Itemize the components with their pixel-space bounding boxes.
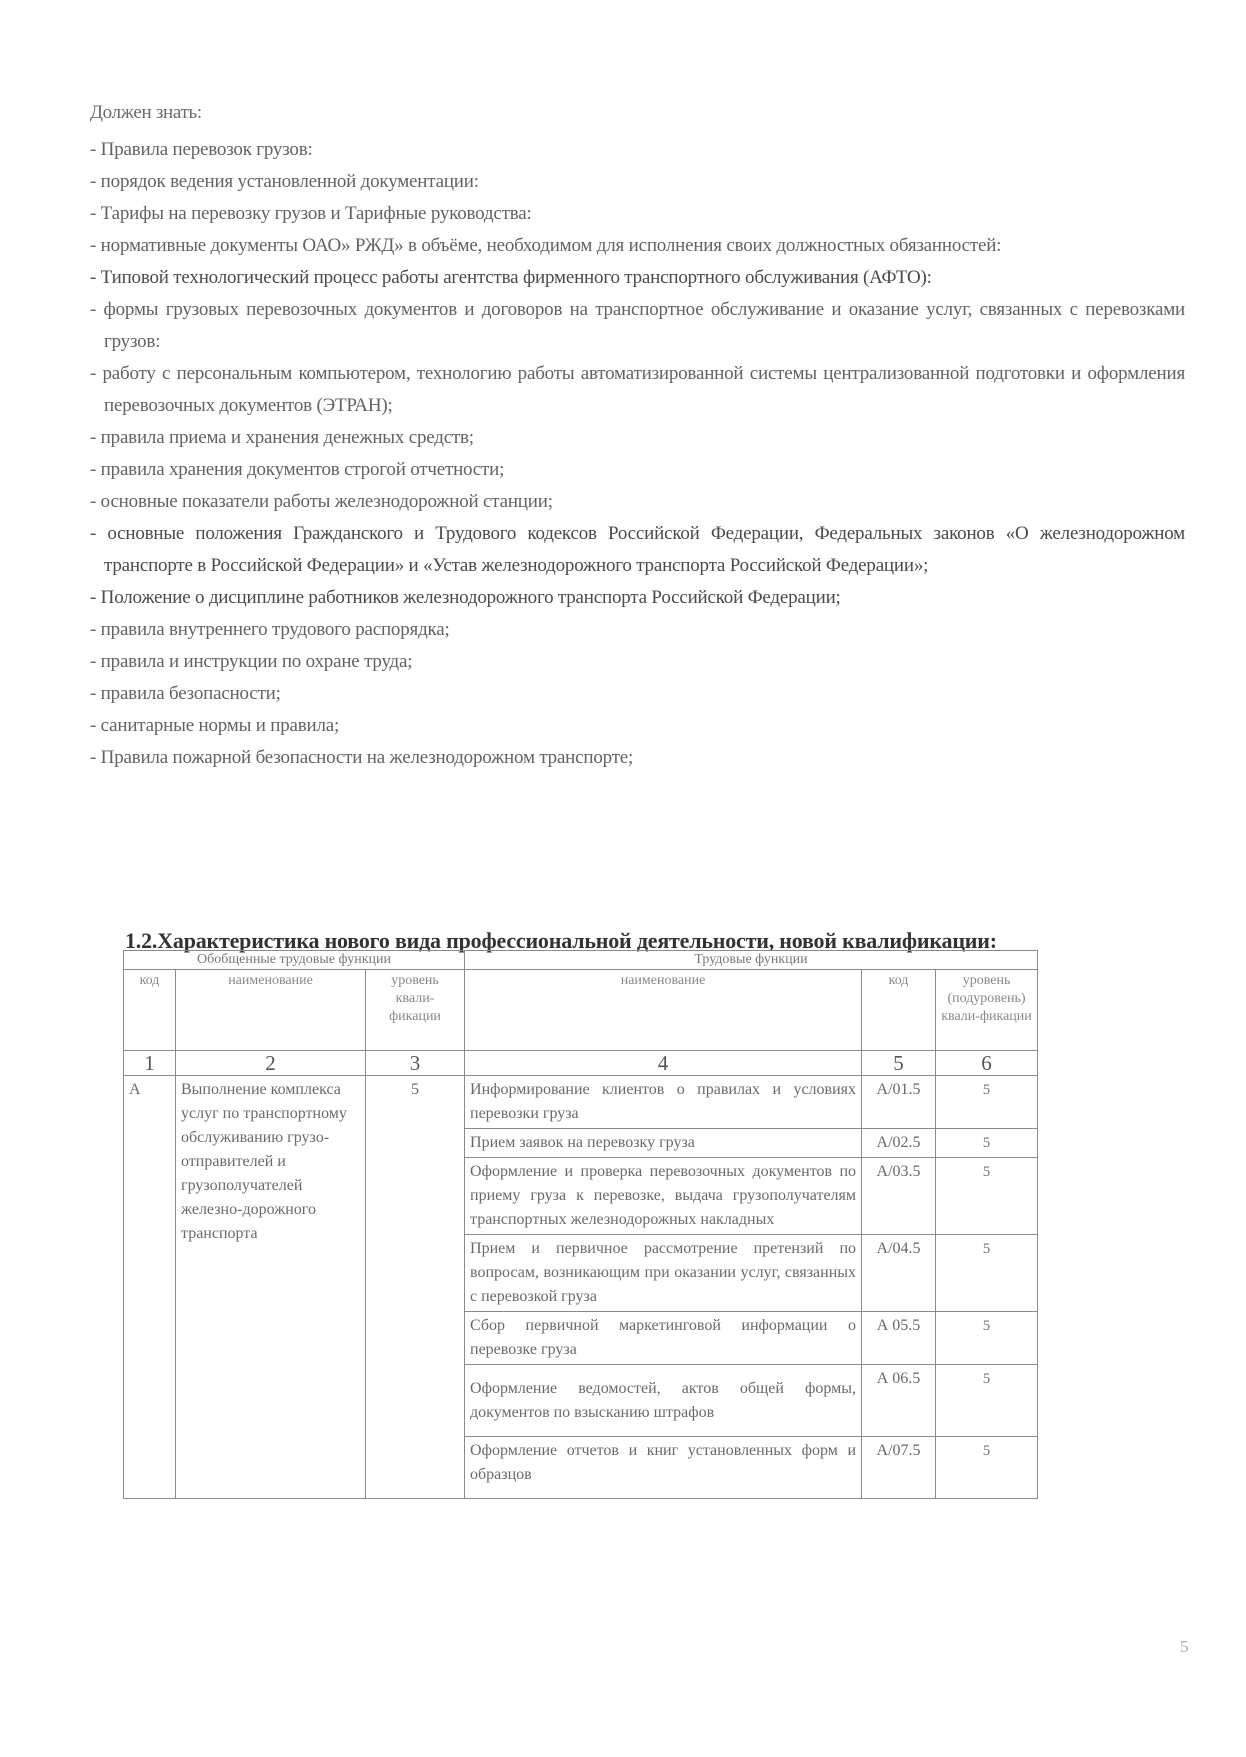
function-level: 5 (936, 1437, 1038, 1499)
generalized-function-name: Выполнение комплекса услуг по транспортному обслуживанию грузо-отправителей и грузополучателей железно-дорожного транспорта (176, 1076, 366, 1499)
column-number: 3 (366, 1051, 465, 1076)
group-header-generalized: Обобщенные трудовые функции (124, 951, 465, 970)
function-level: 5 (936, 1158, 1038, 1235)
function-name: Прием и первичное рассмотрение претензий по вопросам, возникающим при оказании услуг, связанных с перевозкой груза (465, 1235, 862, 1312)
generalized-function-code: А (124, 1076, 176, 1499)
section-title: 1.2.Характеристика нового вида профессиональной деятельности, новой квалификации: (125, 928, 997, 953)
list-item: - правила приема и хранения денежных средств; (90, 427, 474, 448)
column-number: 6 (936, 1051, 1038, 1076)
list-item: - основные показатели работы железнодорожной станции; (90, 491, 553, 512)
column-number: 2 (176, 1051, 366, 1076)
group-header-functions: Трудовые функции (465, 951, 1038, 970)
column-number: 1 (124, 1051, 176, 1076)
list-item: - правила внутреннего трудового распорядка; (90, 619, 450, 640)
list-item: - нормативные документы ОАО» РЖД» в объёме, необходимом для исполнения своих должностных обязанностей: (90, 235, 1002, 256)
list-item: - санитарные нормы и правила; (90, 715, 340, 736)
list-item: - формы грузовых перевозочных документов и договоров на транспортное обслуживание и оказание услуг, связанных с перевозками грузов: (90, 299, 1185, 352)
function-name: Оформление ведомостей, актов общей формы, документов по взысканию штрафов (465, 1365, 862, 1437)
header-name: наименование (176, 970, 366, 1051)
function-level: 5 (936, 1365, 1038, 1437)
function-code: А 05.5 (862, 1312, 936, 1365)
function-name: Оформление отчетов и книг установленных форм и образцов (465, 1437, 862, 1499)
function-code: А/01.5 (862, 1076, 936, 1129)
function-code: А 06.5 (862, 1365, 936, 1437)
header-function-code: код (862, 970, 936, 1051)
header-function-name: наименование (465, 970, 862, 1051)
header-code: код (124, 970, 176, 1051)
list-item: - правила и инструкции по охране труда; (90, 651, 413, 672)
column-number: 4 (465, 1051, 862, 1076)
function-name: Оформление и проверка перевозочных документов по приему груза к перевозке, выдача грузополучателям транспортных железнодорожных накладных (465, 1158, 862, 1235)
header-level: уровень квали-фикации (366, 970, 465, 1051)
list-item: - порядок ведения установленной документации: (90, 171, 479, 192)
qualification-table (123, 950, 1038, 1499)
list-item: - Типовой технологический процесс работы агентства фирменного транспортного обслуживания (АФТО): (90, 267, 932, 288)
function-code: А/02.5 (862, 1129, 936, 1158)
page-number: 5 (1180, 1637, 1189, 1656)
table-sub-header-row (124, 970, 1038, 1051)
function-code: А/07.5 (862, 1437, 936, 1499)
generalized-function-level: 5 (366, 1076, 465, 1499)
function-code: А/03.5 (862, 1158, 936, 1235)
function-name: Сбор первичной маркетинговой информации о перевозке груза (465, 1312, 862, 1365)
list-item: - Правила пожарной безопасности на железнодорожном транспорте; (90, 747, 634, 768)
list-item: - Правила перевозок грузов: (90, 139, 313, 160)
function-level: 5 (936, 1129, 1038, 1158)
list-item: - правила хранения документов строгой отчетности; (90, 459, 505, 480)
column-number: 5 (862, 1051, 936, 1076)
table-column-number-row (124, 1051, 1038, 1076)
list-item: - основные положения Гражданского и Трудового кодексов Российской Федерации, Федеральных законов «О железнодорожном транспорте в Российской Федерации» и «Устав железнодорожного транспорта Российской Федерации»; (90, 523, 1185, 576)
function-name: Прием заявок на перевозку груза (465, 1129, 862, 1158)
knowledge-list (90, 134, 1185, 774)
function-level: 5 (936, 1076, 1038, 1129)
function-name: Информирование клиентов о правилах и условиях перевозки груза (465, 1076, 862, 1129)
function-code: А/04.5 (862, 1235, 936, 1312)
intro-heading: Должен знать: (90, 102, 202, 123)
table-group-header-row (124, 951, 1038, 970)
header-function-level: уровень (подуровень) квали-фикации (936, 970, 1038, 1051)
table-row (124, 1076, 1038, 1129)
list-item: - Тарифы на перевозку грузов и Тарифные руководства: (90, 203, 532, 224)
function-level: 5 (936, 1235, 1038, 1312)
list-item: - работу с персональным компьютером, технологию работы автоматизированной системы централизованной подготовки и оформления перевозочных документов (ЭТРАН); (90, 363, 1185, 416)
list-item: - Положение о дисциплине работников железнодорожного транспорта Российской Федерации; (90, 587, 841, 608)
function-level: 5 (936, 1312, 1038, 1365)
list-item: - правила безопасности; (90, 683, 281, 704)
